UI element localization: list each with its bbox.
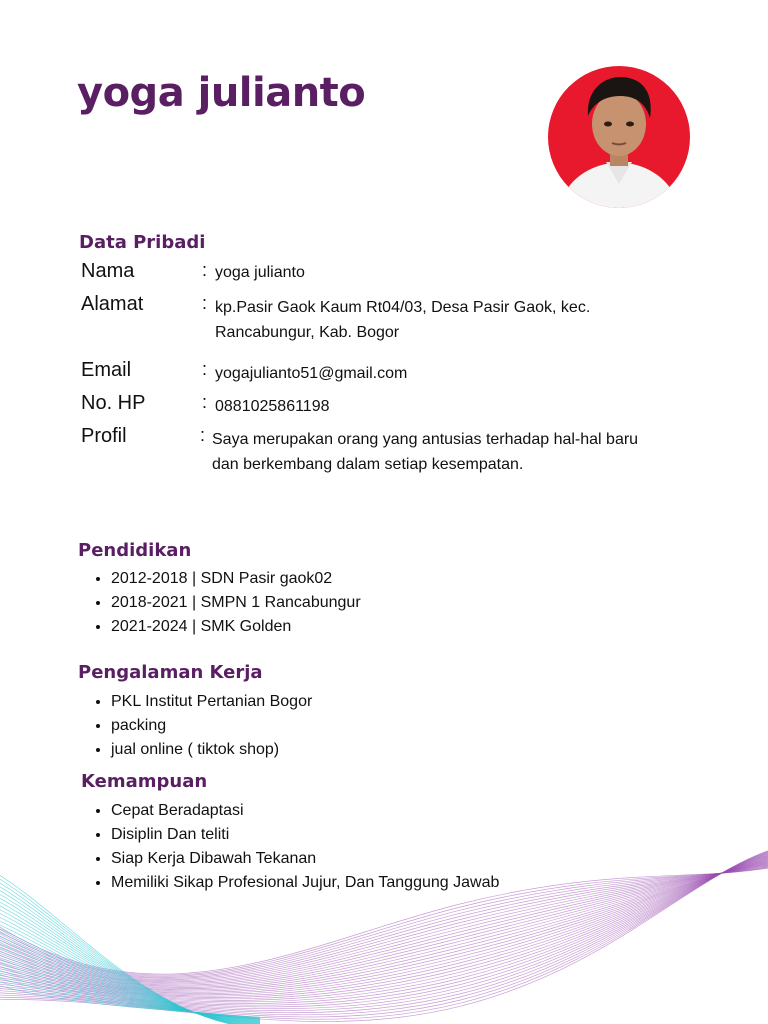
personal-value: kp.Pasir Gaok Kaum Rt04/03, Desa Pasir Gaok, kec. Rancabungur, Kab. Bogor: [215, 299, 591, 341]
list-item: • PKL Institut Pertanian Bogor: [111, 690, 312, 714]
decorative-wave-lines: [0, 844, 768, 1024]
experience-list: [89, 690, 312, 762]
separator: :: [202, 359, 208, 379]
wave-line-purple: [0, 862, 768, 977]
list-item: • Siap Kerja Dibawah Tekanan: [111, 847, 499, 871]
list-item: • Cepat Beradaptasi: [111, 799, 499, 823]
separator: :: [200, 425, 206, 445]
list-item: • 2012-2018 | SDN Pasir gaok02: [111, 567, 361, 591]
separator: :: [202, 293, 208, 313]
wave-line-purple: [0, 858, 768, 985]
list-item: • 2021-2024 | SMK Golden: [111, 615, 361, 639]
section-heading-pendidikan: Pendidikan: [78, 540, 192, 561]
wave-line-purple: [0, 844, 768, 1021]
list-item: • 2018-2021 | SMPN 1 Rancabungur: [111, 591, 361, 615]
profile-photo: [548, 66, 690, 208]
list-item: • packing: [111, 714, 312, 738]
list-item: • jual online ( tiktok shop): [111, 738, 312, 762]
personal-value: 0881025861198: [215, 398, 330, 415]
separator: :: [202, 260, 208, 280]
personal-value: yogajulianto51@gmail.com: [215, 365, 408, 382]
personal-label: Profil: [81, 425, 127, 447]
separator: :: [202, 392, 208, 412]
personal-value: Saya merupakan orang yang antusias terhadap hal-hal baru dan berkembang dalam setiap kesempatan.: [212, 431, 639, 473]
section-heading-data-pribadi: Data Pribadi: [79, 232, 206, 253]
section-heading-kemampuan: Kemampuan: [81, 771, 208, 792]
personal-value: yoga julianto: [215, 264, 305, 281]
personal-label: Email: [81, 359, 132, 381]
personal-label: Alamat: [81, 293, 144, 315]
personal-label: Nama: [81, 260, 135, 282]
resume-name-title: yoga julianto: [77, 70, 366, 116]
wave-line-purple: [0, 856, 768, 988]
section-heading-pengalaman-kerja: Pengalaman Kerja: [78, 662, 263, 683]
education-list: [89, 567, 361, 639]
wave-line-purple: [0, 864, 768, 974]
personal-label: No. HP: [81, 392, 146, 414]
list-item: • Disiplin Dan teliti: [111, 823, 499, 847]
list-item: • Memiliki Sikap Profesional Jujur, Dan Tanggung Jawab: [111, 871, 499, 895]
wave-line-purple: [0, 860, 768, 982]
